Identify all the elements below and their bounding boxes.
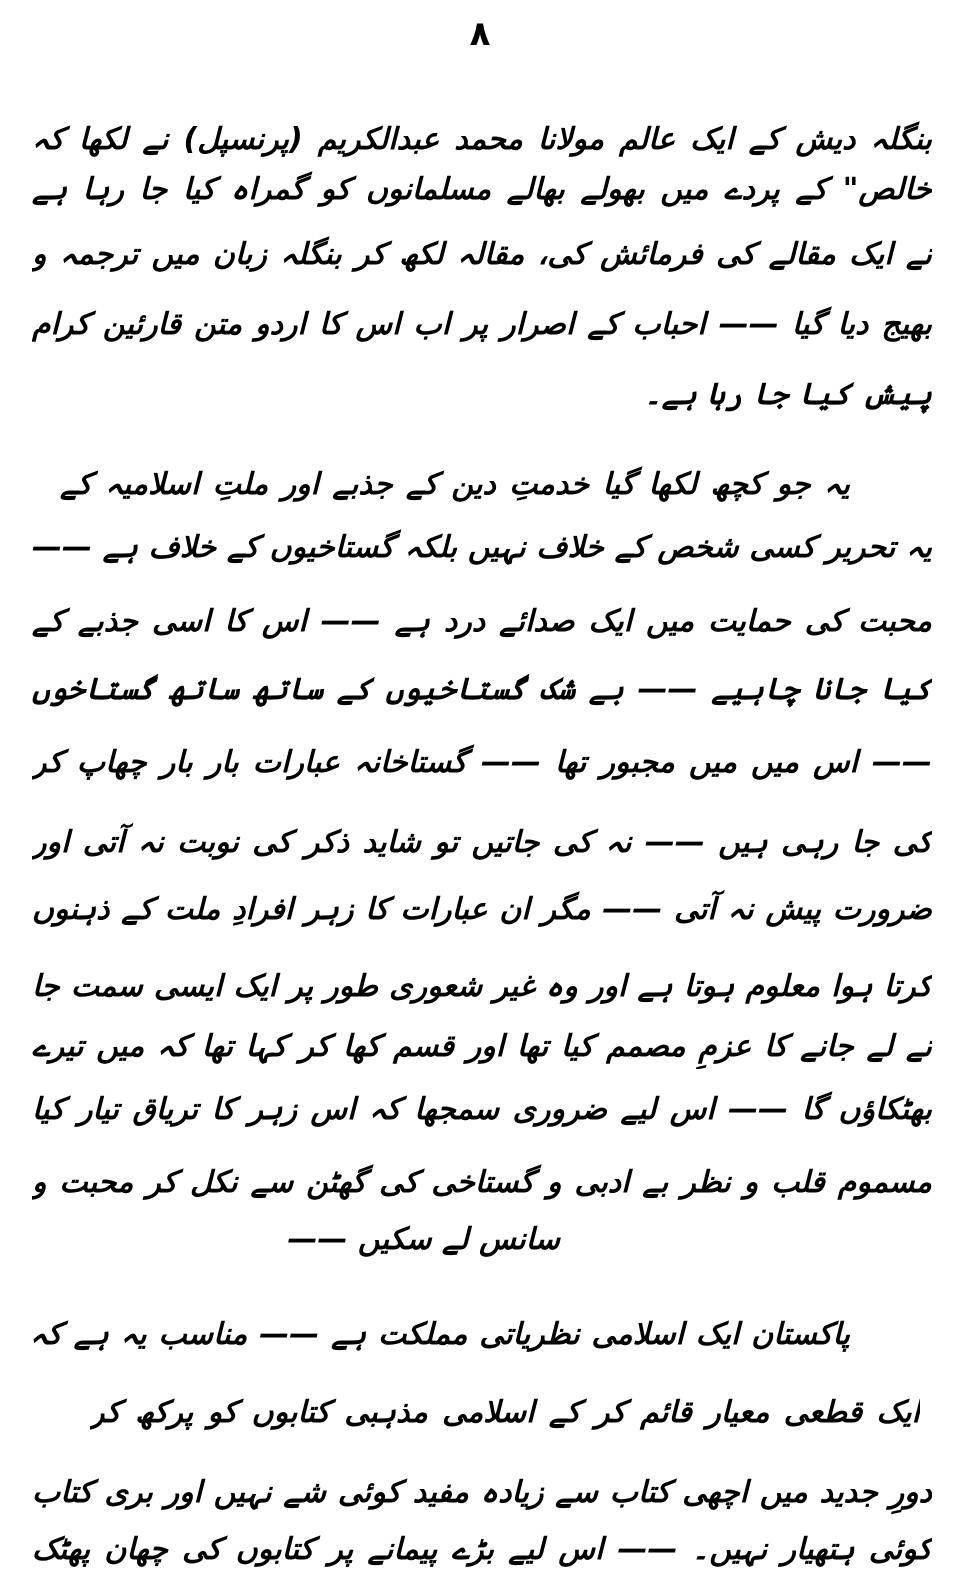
text-line: نے لے جانے کا عزمِ مصمم کیا تھا اور قسم کھا کر کہا تھا کہ میں تیرے	[32, 1029, 932, 1064]
text-line: ضرورت پیش نہ آتی —— مگر ان عبارات کا زہر افرادِ ملت کے ذہنوں	[32, 892, 932, 927]
text-line: —— اس میں میں مجبور تھا —— گستاخانہ عبارات بار بار چھاپ کر	[32, 745, 932, 780]
text-line: کوئی ہتھیار نہیں۔ —— اس لیے بڑے پیمانے پر کتابوں کی چھان پھٹک	[32, 1532, 932, 1567]
page-number: ۸	[469, 14, 491, 54]
text-line: یہ جو کچھ لکھا گیا خدمتِ دین کے جذبے اور ملتِ اسلامیہ کے	[60, 467, 850, 502]
text-line: کرتا ہوا معلوم ہوتا ہے اور وہ غیر شعوری طور پر ایک ایسی سمت جا	[32, 969, 932, 1004]
text-line: بنگلہ دیش کے ایک عالم مولانا محمد عبدالکریم (پرنسپل) نے لکھا کہ	[32, 122, 932, 157]
text-line: مسموم قلب و نظر بے ادبی و گستاخی کی گھٹن سے نکل کر محبت و	[32, 1165, 932, 1200]
text-line: بھیج دیا گیا —— احباب کے اصرار پر اب اس کا اردو متن قارئین کرام	[32, 307, 932, 342]
text-line: کی جا رہی ہیں —— نہ کی جاتیں تو شاید ذکر کی نوبت نہ آتی اور	[32, 825, 932, 860]
text-line: خالص" کے پردے میں بھولے بھالے مسلمانوں کو گمراہ کیا جا رہا ہے	[32, 172, 932, 207]
text-line: یہ تحریر کسی شخص کے خلاف نہیں بلکہ گستاخیوں کے خلاف ہے ——	[32, 530, 932, 565]
text-line: سانس لے سکیں ——	[287, 1222, 560, 1257]
text-line: بھٹکاؤں گا —— اس لیے ضروری سمجھا کہ اس زہر کا تریاق تیار کیا	[32, 1092, 932, 1127]
text-line: پیش کیا جا رہا ہے۔	[644, 377, 932, 412]
text-line: ایک قطعی معیار قائم کر کے اسلامی مذہبی کتابوں کو پرکھ کر	[90, 1395, 920, 1430]
text-line: پاکستان ایک اسلامی نظریاتی مملکت ہے —— مناسب یہ ہے کہ	[30, 1317, 850, 1352]
text-line: محبت کی حمایت میں ایک صدائے درد ہے —— اس کا اسی جذبے کے	[32, 604, 932, 639]
text-line: کیا جانا چاہیے —— بے شک گستاخیوں کے ساتھ ساتھ گستاخوں	[32, 672, 932, 707]
text-line: دورِ جدید میں اچھی کتاب سے زیادہ مفید کوئی شے نہیں اور بری کتاب	[32, 1475, 932, 1510]
text-line: نے ایک مقالے کی فرمائش کی، مقالہ لکھ کر بنگلہ زبان میں ترجمہ و	[32, 237, 932, 272]
